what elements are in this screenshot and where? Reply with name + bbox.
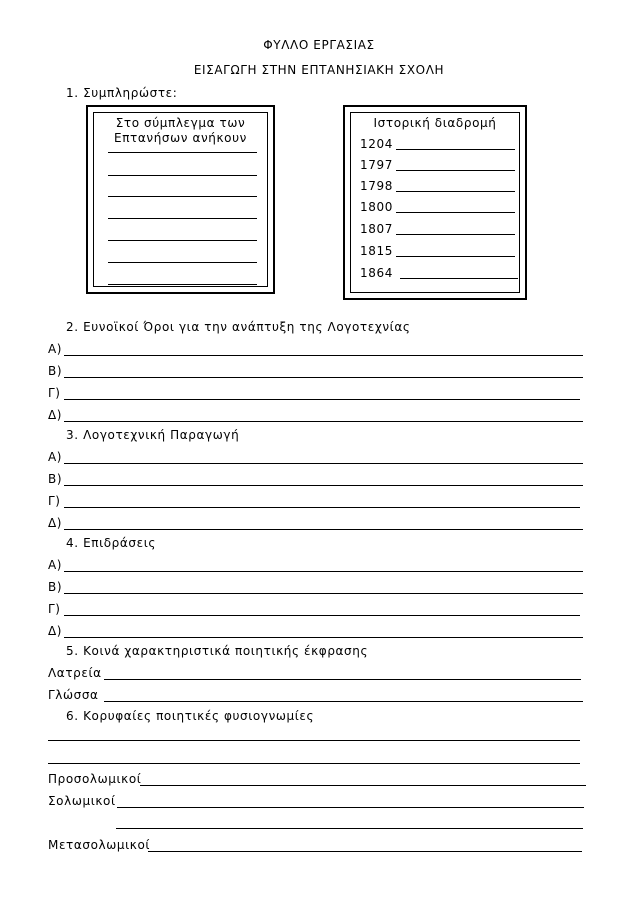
q2-answer-line[interactable] — [64, 421, 583, 422]
q3-answer-line[interactable] — [64, 463, 583, 464]
q2-answer-line[interactable] — [64, 355, 583, 356]
islands-answer-line[interactable] — [108, 262, 257, 263]
q2-label: 2. Ευνοϊκοί Όροι για την ανάπτυξη της Λογοτεχνίας — [66, 320, 411, 334]
timeline-answer-line[interactable] — [396, 212, 515, 213]
q6-answer-line[interactable] — [48, 740, 580, 741]
q2-item-label: Γ) — [48, 386, 61, 400]
timeline-year: 1807 — [360, 222, 393, 236]
timeline-year: 1864 — [360, 266, 393, 280]
q6-label: 6. Κορυφαίες ποιητικές φυσιογνωμίες — [66, 709, 315, 723]
q3-item-label: Β) — [48, 472, 63, 486]
q6-answer-line[interactable] — [116, 828, 583, 829]
islands-box-line2: Επτανήσων ανήκουν — [114, 131, 247, 145]
q6-answer-line[interactable] — [117, 807, 584, 808]
timeline-answer-line[interactable] — [396, 191, 515, 192]
q2-item-label: Α) — [48, 342, 63, 356]
q4-item-label: Α) — [48, 558, 63, 572]
q3-item-label: Δ) — [48, 516, 63, 530]
q5-item-label: Λατρεία — [48, 666, 102, 680]
q6-answer-line[interactable] — [140, 785, 586, 786]
q5-item-label: Γλώσσα — [48, 688, 99, 702]
q6-answer-line[interactable] — [148, 851, 582, 852]
q6-item-label: Μετασολωμικοί — [48, 838, 151, 852]
islands-answer-line[interactable] — [108, 196, 257, 197]
timeline-answer-line[interactable] — [396, 170, 515, 171]
q3-answer-line[interactable] — [64, 507, 580, 508]
timeline-year: 1815 — [360, 244, 393, 258]
timeline-answer-line[interactable] — [396, 149, 515, 150]
q3-item-label: Γ) — [48, 494, 61, 508]
timeline-title: Ιστορική διαδρομή — [373, 116, 497, 130]
q2-item-label: Β) — [48, 364, 63, 378]
q2-answer-line[interactable] — [64, 399, 580, 400]
q5-label: 5. Κοινά χαρακτηριστικά ποιητικής έκφρασης — [66, 644, 369, 658]
islands-answer-line[interactable] — [108, 175, 257, 176]
q1-label: 1. Συμπληρώστε: — [66, 86, 178, 100]
timeline-year: 1800 — [360, 200, 393, 214]
q4-answer-line[interactable] — [64, 637, 583, 638]
timeline-year: 1797 — [360, 158, 393, 172]
q6-answer-line[interactable] — [48, 763, 580, 764]
timeline-year: 1798 — [360, 179, 393, 193]
q5-answer-line[interactable] — [104, 701, 583, 702]
q3-answer-line[interactable] — [64, 485, 583, 486]
worksheet-title: ΦΥΛΛΟ ΕΡΓΑΣΙΑΣ — [263, 38, 375, 52]
q4-item-label: Β) — [48, 580, 63, 594]
q6-item-label: Προσολωμικοί — [48, 772, 142, 786]
timeline-year: 1204 — [360, 137, 393, 151]
islands-box-line1: Στο σύμπλεγμα των — [115, 116, 246, 130]
islands-answer-line[interactable] — [108, 240, 257, 241]
islands-answer-line[interactable] — [108, 218, 257, 219]
timeline-answer-line[interactable] — [396, 234, 515, 235]
q2-item-label: Δ) — [48, 408, 63, 422]
q4-item-label: Γ) — [48, 602, 61, 616]
q6-item-label: Σολωμικοί — [48, 794, 116, 808]
q4-label: 4. Επιδράσεις — [66, 536, 156, 550]
q3-label: 3. Λογοτεχνική Παραγωγή — [66, 428, 240, 442]
q4-answer-line[interactable] — [64, 615, 580, 616]
q3-item-label: Α) — [48, 450, 63, 464]
islands-answer-line[interactable] — [108, 152, 257, 153]
q3-answer-line[interactable] — [64, 529, 583, 530]
q2-answer-line[interactable] — [64, 377, 583, 378]
q4-answer-line[interactable] — [64, 593, 583, 594]
q4-answer-line[interactable] — [64, 571, 583, 572]
worksheet-subtitle: ΕΙΣΑΓΩΓΗ ΣΤΗΝ ΕΠΤΑΝΗΣΙΑΚΗ ΣΧΟΛΗ — [193, 63, 445, 77]
q5-answer-line[interactable] — [104, 679, 581, 680]
q4-item-label: Δ) — [48, 624, 63, 638]
timeline-answer-line[interactable] — [400, 278, 518, 279]
islands-answer-line[interactable] — [108, 284, 257, 285]
timeline-answer-line[interactable] — [396, 256, 515, 257]
